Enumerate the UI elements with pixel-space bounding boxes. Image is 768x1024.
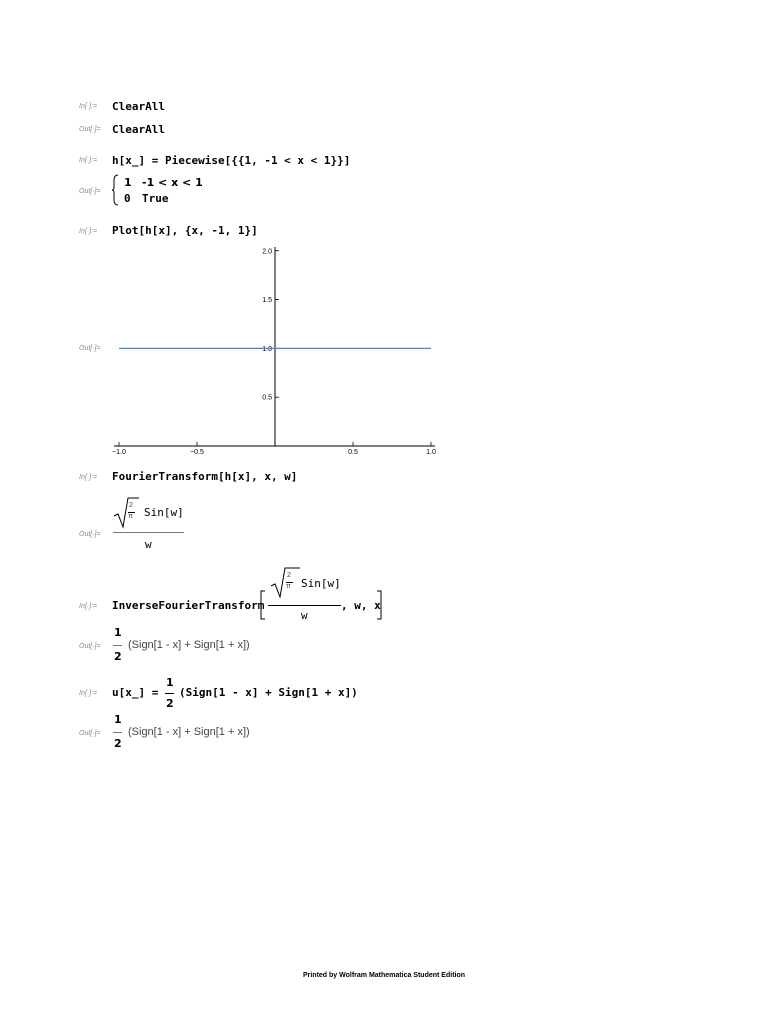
- input-plot[interactable]: Plot[h[x], {x, -1, 1}]: [112, 224, 258, 237]
- out-label: Out[·]=: [79, 188, 101, 195]
- sign-expression: (Sign[1 - x] + Sign[1 + x]): [128, 726, 250, 738]
- y-tick-label: 0.5: [262, 394, 272, 402]
- y-tick-label: 1.0: [262, 345, 272, 353]
- in-label: In[·]:=: [79, 103, 98, 110]
- out-label: Out[·]=: [79, 531, 101, 538]
- piecewise-condition-1: -1 < x < 1: [142, 176, 203, 189]
- sqrt-icon: [113, 496, 139, 530]
- plot-output: [100, 240, 450, 460]
- denominator: w: [301, 609, 308, 622]
- input-fouriertransform[interactable]: FourierTransform[h[x], x, w]: [112, 470, 298, 483]
- half-numerator: 1: [166, 676, 174, 689]
- half-numerator: 1: [114, 713, 122, 726]
- sign-expression: (Sign[1 - x] + Sign[1 + x]): [128, 639, 250, 651]
- out-label: Out[·]=: [79, 730, 101, 737]
- input-piecewise[interactable]: h[x_] = Piecewise[{{1, -1 < x < 1}}]: [112, 154, 351, 167]
- half-numerator: 1: [114, 626, 122, 639]
- y-tick-label: 2.0: [262, 248, 272, 256]
- half-denominator: 2: [166, 697, 174, 710]
- out-label: Out[·]=: [79, 126, 101, 133]
- piecewise-condition-2: True: [142, 192, 169, 205]
- denominator: w: [145, 538, 152, 551]
- half-fraction-line: [113, 732, 122, 733]
- sign-expression: (Sign[1 - x] + Sign[1 + x]): [179, 686, 358, 699]
- radicand-denominator: π: [128, 513, 133, 520]
- piecewise-value-1: 1: [124, 176, 132, 189]
- x-tick-label: 0.5: [348, 449, 358, 456]
- fraction-line: [268, 605, 341, 606]
- x-tick-label: 1.0: [426, 449, 436, 456]
- y-tick-label: 1.5: [262, 297, 272, 305]
- arguments: , w, x: [341, 599, 381, 612]
- sin-term: Sin[w]: [144, 506, 184, 519]
- right-bracket: [376, 590, 382, 620]
- fraction-line: [113, 532, 184, 533]
- piecewise-brace: [111, 174, 119, 206]
- function-name: InverseFourierTransform: [112, 599, 265, 612]
- x-tick-label: −1.0: [112, 449, 126, 456]
- half-fraction-line: [113, 645, 122, 646]
- sqrt-icon: [270, 566, 300, 600]
- in-label: In[·]:=: [79, 228, 98, 235]
- half-fraction-line: [165, 693, 174, 694]
- radicand-numerator: 2: [287, 572, 291, 579]
- in-label: In[·]:=: [79, 474, 98, 481]
- input-clearall[interactable]: ClearAll: [112, 100, 165, 113]
- half-denominator: 2: [114, 737, 122, 750]
- out-label: Out[·]=: [79, 643, 101, 650]
- in-label: In[·]:=: [79, 690, 98, 697]
- out-label: Out[·]=: [79, 345, 101, 352]
- footer-printed-by: Printed by Wolfram Mathematica Student Edition: [302, 972, 466, 979]
- in-label: In[·]:=: [79, 157, 98, 164]
- x-tick-label: −0.5: [190, 449, 204, 456]
- output-clearall: ClearAll: [112, 123, 165, 136]
- radicand-denominator: π: [286, 583, 291, 590]
- piecewise-value-2: 0: [124, 192, 131, 205]
- left-bracket: [260, 590, 266, 620]
- radicand-numerator: 2: [129, 502, 133, 509]
- lhs: u[x_] =: [112, 686, 159, 699]
- in-label: In[·]:=: [79, 603, 98, 610]
- sin-term: Sin[w]: [301, 577, 341, 590]
- half-denominator: 2: [114, 650, 122, 663]
